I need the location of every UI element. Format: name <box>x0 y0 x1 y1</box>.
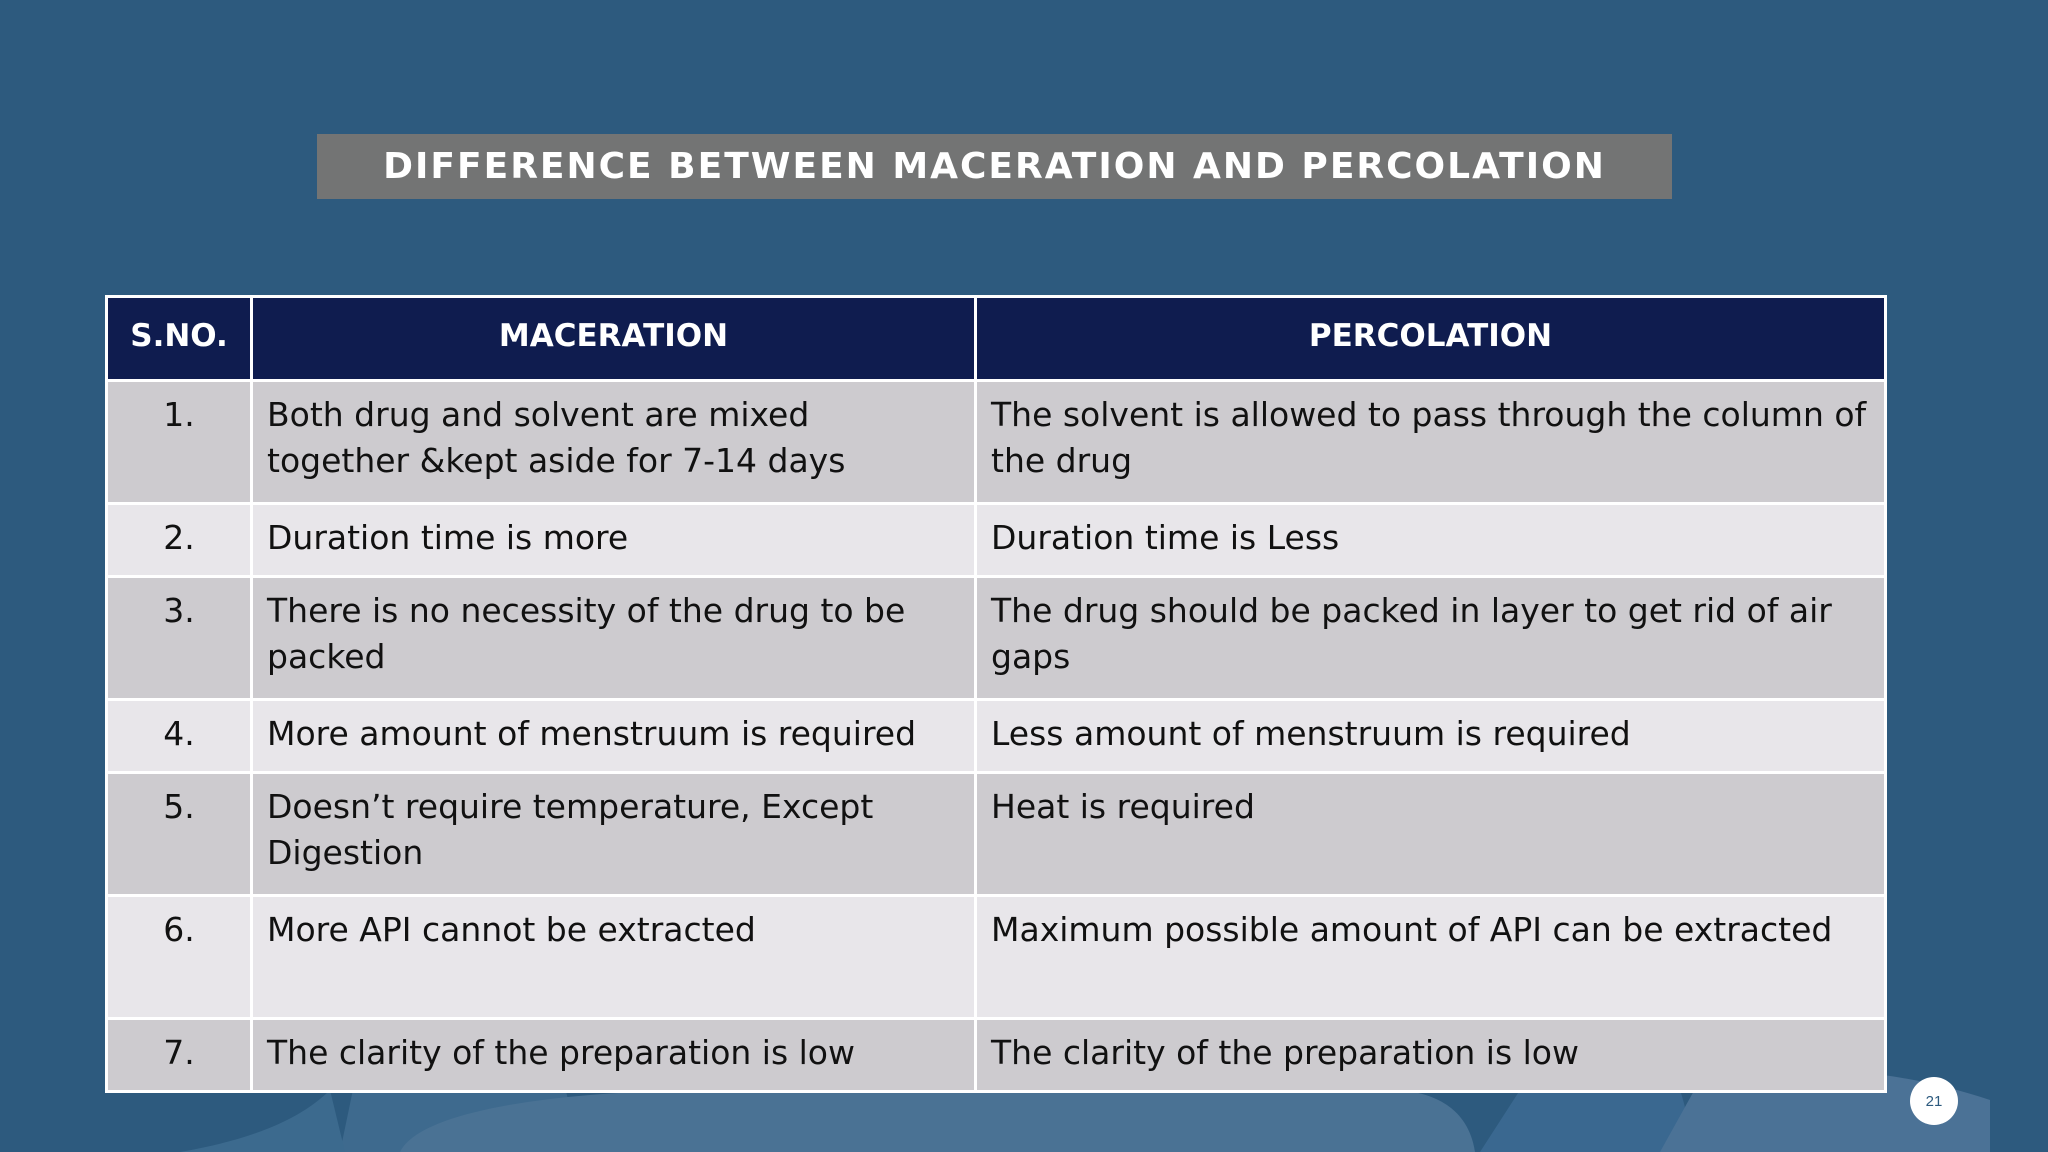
header-sno: S.NO. <box>107 297 252 381</box>
cell-maceration: Doesn’t require temperature, Except Digestion <box>252 773 976 896</box>
table-row <box>107 773 1886 896</box>
table-row <box>107 1019 1886 1092</box>
cell-maceration: There is no necessity of the drug to be packed <box>252 577 976 700</box>
table-row <box>107 700 1886 773</box>
cell-percolation: Duration time is Less <box>976 504 1886 577</box>
cell-sno: 2. <box>107 504 252 577</box>
cell-maceration: More API cannot be extracted <box>252 896 976 1019</box>
cell-percolation: Maximum possible amount of API can be extracted <box>976 896 1886 1019</box>
cell-sno: 1. <box>107 381 252 504</box>
table-row <box>107 577 1886 700</box>
cell-maceration: The clarity of the preparation is low <box>252 1019 976 1092</box>
cell-percolation: The drug should be packed in layer to get rid of air gaps <box>976 577 1886 700</box>
slide-title-bar <box>317 134 1672 199</box>
cell-maceration: More amount of menstruum is required <box>252 700 976 773</box>
cell-percolation: The clarity of the preparation is low <box>976 1019 1886 1092</box>
cell-sno: 4. <box>107 700 252 773</box>
cell-percolation: The solvent is allowed to pass through the column of the drug <box>976 381 1886 504</box>
comparison-table <box>105 295 1887 1093</box>
cell-sno: 3. <box>107 577 252 700</box>
header-percolation: PERCOLATION <box>976 297 1886 381</box>
table-row <box>107 896 1886 1019</box>
cell-sno: 5. <box>107 773 252 896</box>
cell-percolation: Less amount of menstruum is required <box>976 700 1886 773</box>
table-row <box>107 504 1886 577</box>
table-row <box>107 381 1886 504</box>
table-header-row <box>107 297 1886 381</box>
cell-maceration: Duration time is more <box>252 504 976 577</box>
cell-sno: 6. <box>107 896 252 1019</box>
page-number-badge: 21 <box>1910 1077 1958 1125</box>
cell-maceration: Both drug and solvent are mixed together &kept aside for 7-14 days <box>252 381 976 504</box>
cell-percolation: Heat is required <box>976 773 1886 896</box>
header-maceration: MACERATION <box>252 297 976 381</box>
slide-title: DIFFERENCE BETWEEN MACERATION AND PERCOLATION <box>383 146 1606 187</box>
cell-sno: 7. <box>107 1019 252 1092</box>
